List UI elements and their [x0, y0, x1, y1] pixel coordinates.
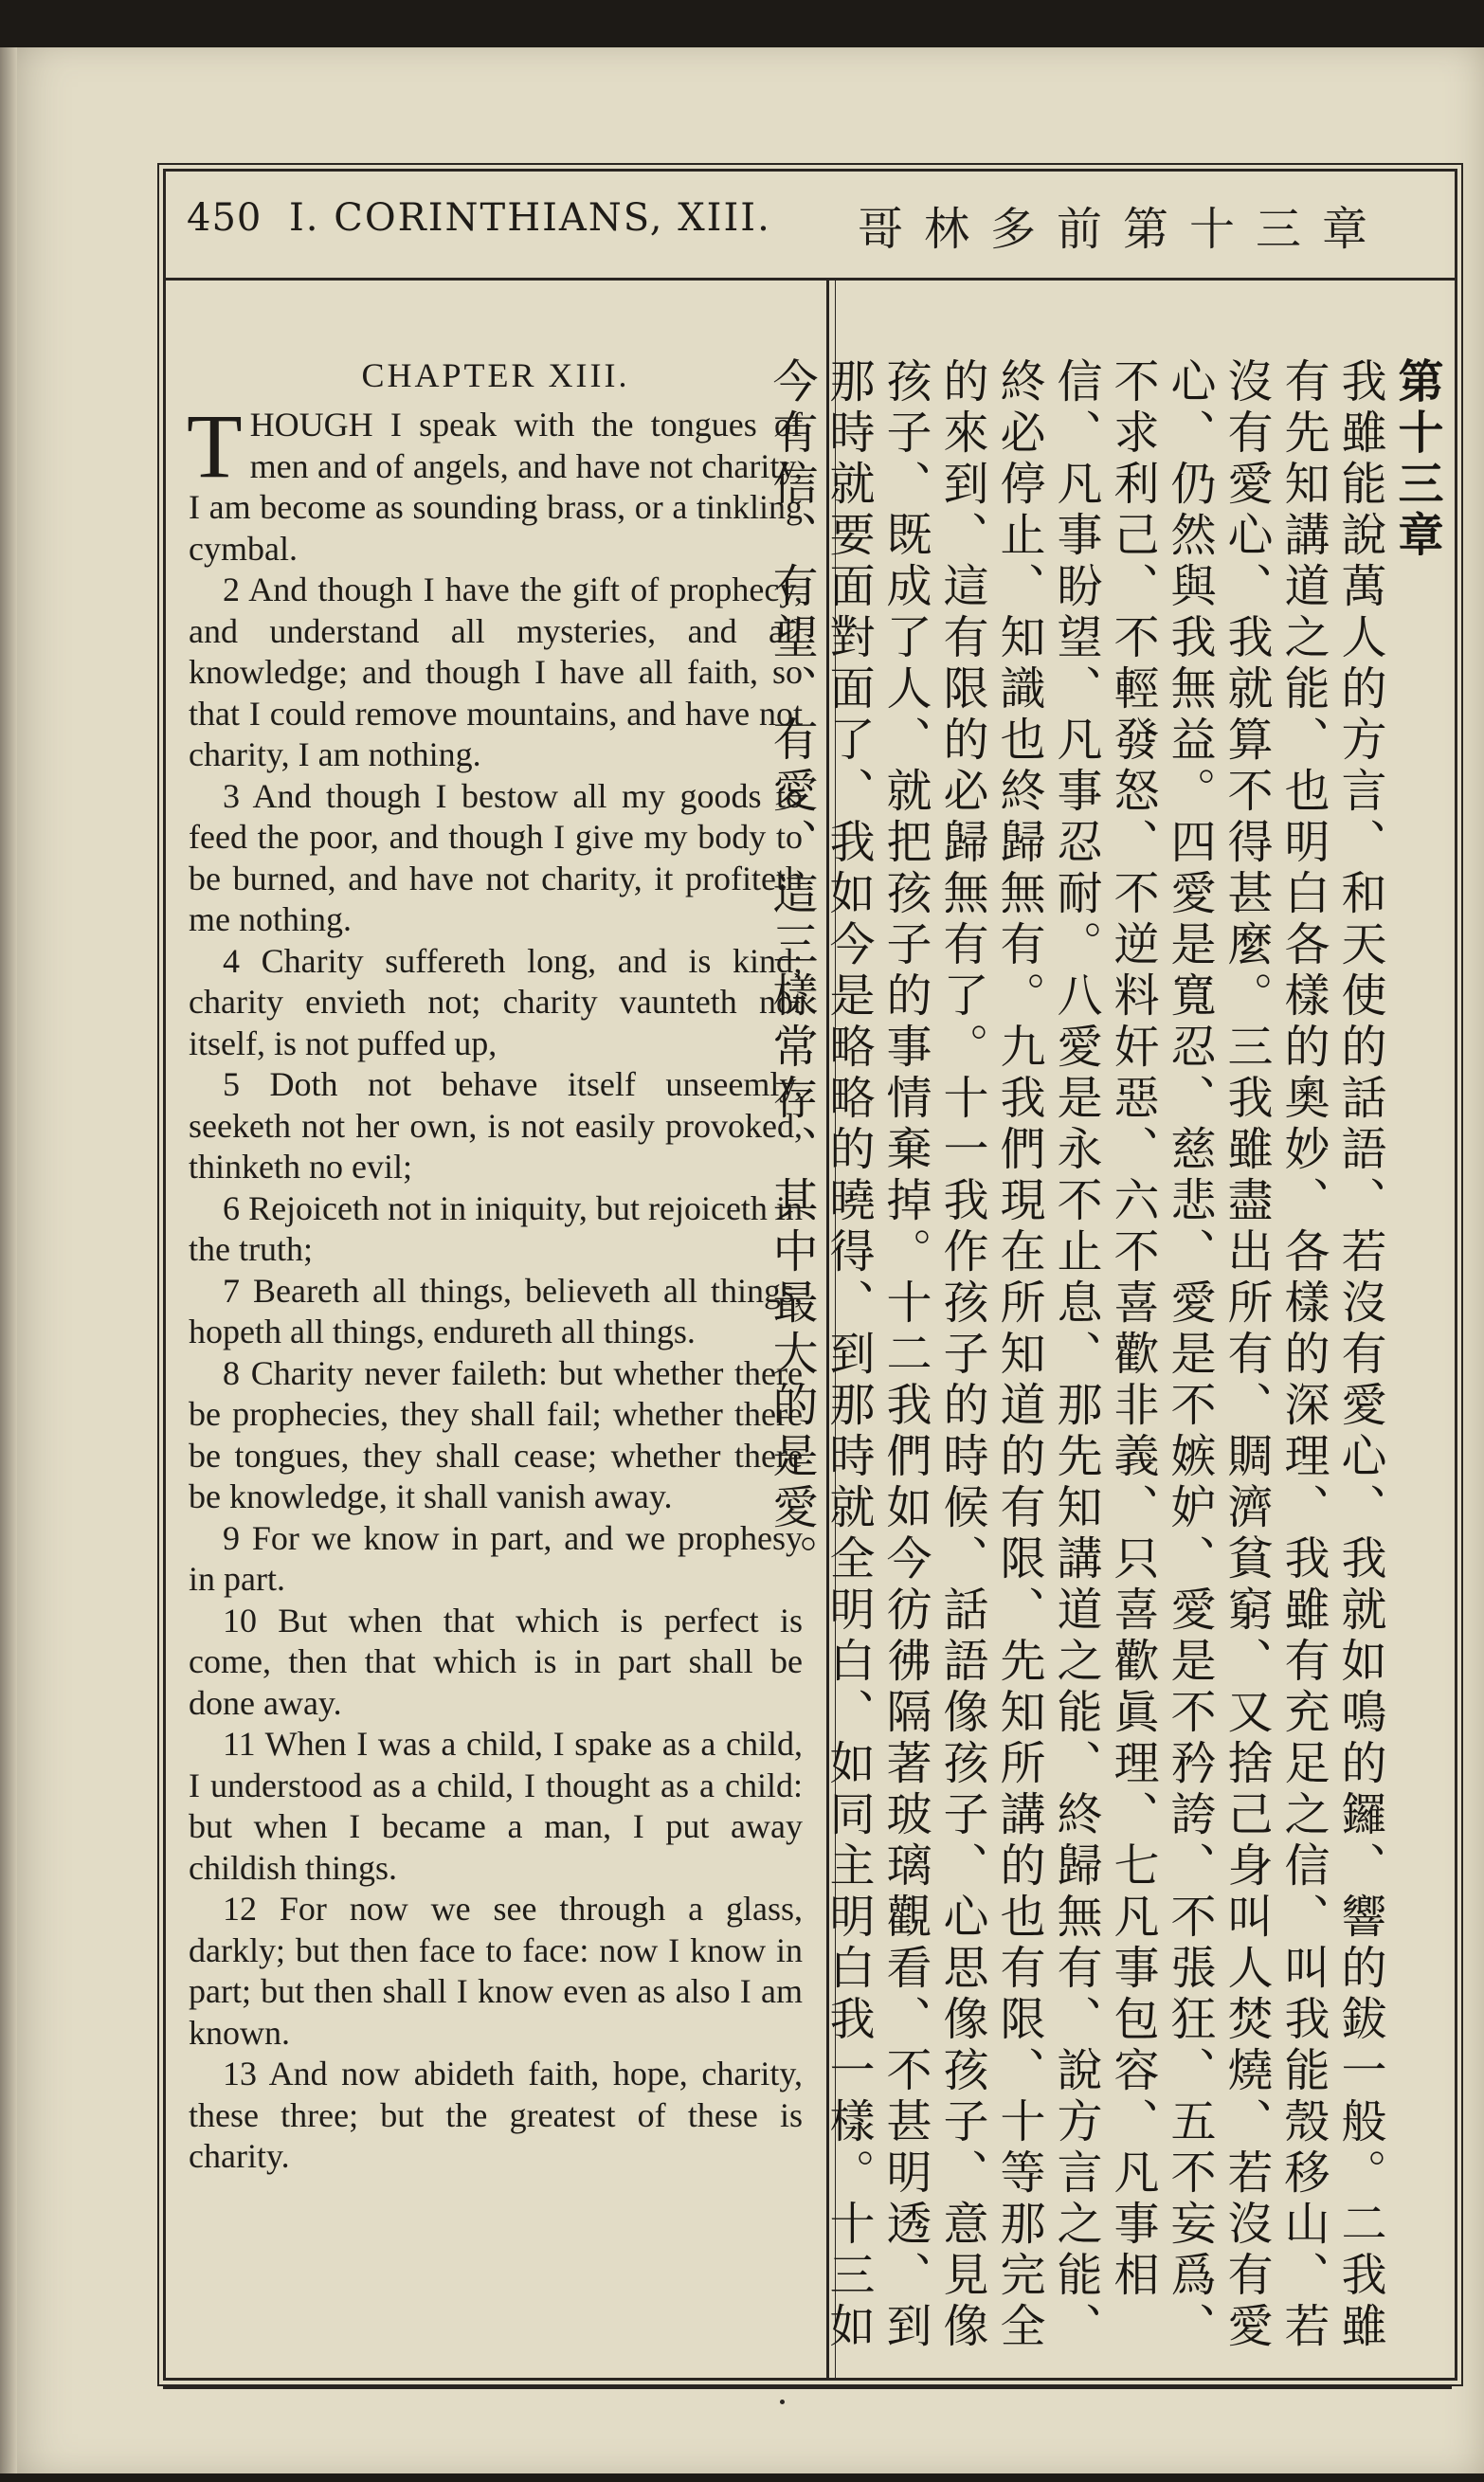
verse-11: 11 When I was a child, I spake as a child, I understood as a child, I thought as a child: but when I became a man, I put away childish things.	[189, 1725, 803, 1887]
printer-mark	[780, 2400, 785, 2404]
chinese-running-head: 哥林多前第十三章	[857, 203, 1388, 256]
verse-3: 3 And though I bestow all my goods to feed the poor, and though I give my body to be burned, and have not charity, it profiteth me nothing.	[189, 776, 803, 938]
verse-4: 4 Charity suffereth long, and is kind; charity envieth not; charity vaunteth not itself, is not puffed up,	[189, 941, 803, 1062]
verse-2: 2 And though I have the gift of prophecy, and understand all mysteries, and all knowledge; and though I have all faith, so that I could remove mountains, and have not charity, I am nothing.	[189, 571, 803, 773]
binding-edge	[0, 47, 17, 2473]
book-page	[0, 47, 1484, 2473]
page-number: 450	[187, 196, 262, 240]
chinese-column	[765, 357, 1445, 2385]
page-header	[166, 172, 1455, 281]
drop-cap: T	[187, 395, 243, 497]
verse-6: 6 Rejoiceth not in iniquity, but rejoiceth in the truth;	[189, 1188, 803, 1268]
running-head: I. CORINTHIANS, XIII.	[289, 196, 771, 240]
verse-5: 5 Doth not behave itself unseemly, seeketh not her own, is not easily provoked, thinketh no evil;	[189, 1065, 803, 1186]
verse-1	[187, 395, 803, 570]
chinese-text: 我雖能說萬人的方言、和天使的話語、若沒有愛心、我就如鳴的鑼、響的鈸一般。二我雖有先知講道之能、也明白各樣的奧妙、各樣的深理、我雖有充足之信、叫我能殼移山、若沒有愛心、我就算不得甚麼。三我雖盡出所有、賙濟貧窮、又捨己身叫人焚燒、若沒有愛心、仍然與我無益。四愛是寬忍、慈悲、愛是不嫉妒、愛是不矜誇、不張狂、五不妄爲、不求利己、不輕發怒、不逆料奸惡、六不喜歡非義、只喜歡眞理、七凡事包容、凡事相信、凡事盼望、凡事忍耐。八愛是永不止息、那先知講道之能、終歸無有、說方言之能、終必停止、知識也終歸無有。九我們現在所知道的有限、先知所講的也有限、十等那完全的來到、這有限的必歸無有了。十一我作孩子的時候、話語像孩子、心思像孩子、意見像孩子、既成了人、就把孩子的事情棄掉。十二我們如今彷彿隔著玻璃觀看、不甚明透、到那時就要面對面了、我如今是略略的曉得、到那時就全明白、如同主明白我一樣。十三如今有信、有望、有愛、這三樣常存、其中最大的是愛。	[765, 357, 1386, 2353]
verse-1-text: HOUGH I speak with the tongues of men and of angels, and have not charity, I am become as sounding brass, or a tinkling cymbal.	[189, 406, 803, 568]
verse-7: 7 Beareth all things, believeth all things, hopeth all things, endureth all things.	[189, 1271, 803, 1350]
chapter-title: CHAPTER XIII.	[361, 356, 630, 394]
page-frame	[163, 169, 1457, 2381]
chinese-chapter-title: 第十三章	[1390, 357, 1443, 562]
verse-9: 9 For we know in part, and we prophesy in part.	[189, 1518, 803, 1598]
verse-12: 12 For now we see through a glass, darkly; but then face to face: now I know in part; but then shall I know even as also I am known.	[189, 1890, 803, 2052]
verse-13: 13 And now abideth faith, hope, charity, these three; but the greatest of these is charity.	[189, 2055, 803, 2175]
verse-10: 10 But when that which is perfect is come, then that which is in part shall be done away.	[189, 1601, 803, 1722]
bottom-rule	[163, 2386, 1452, 2389]
verse-8: 8 Charity never faileth: but whether there be prophecies, they shall fail; whether there be tongues, they shall cease; whether there be knowledge, it shall vanish away.	[189, 1353, 803, 1515]
english-column	[189, 352, 803, 2178]
